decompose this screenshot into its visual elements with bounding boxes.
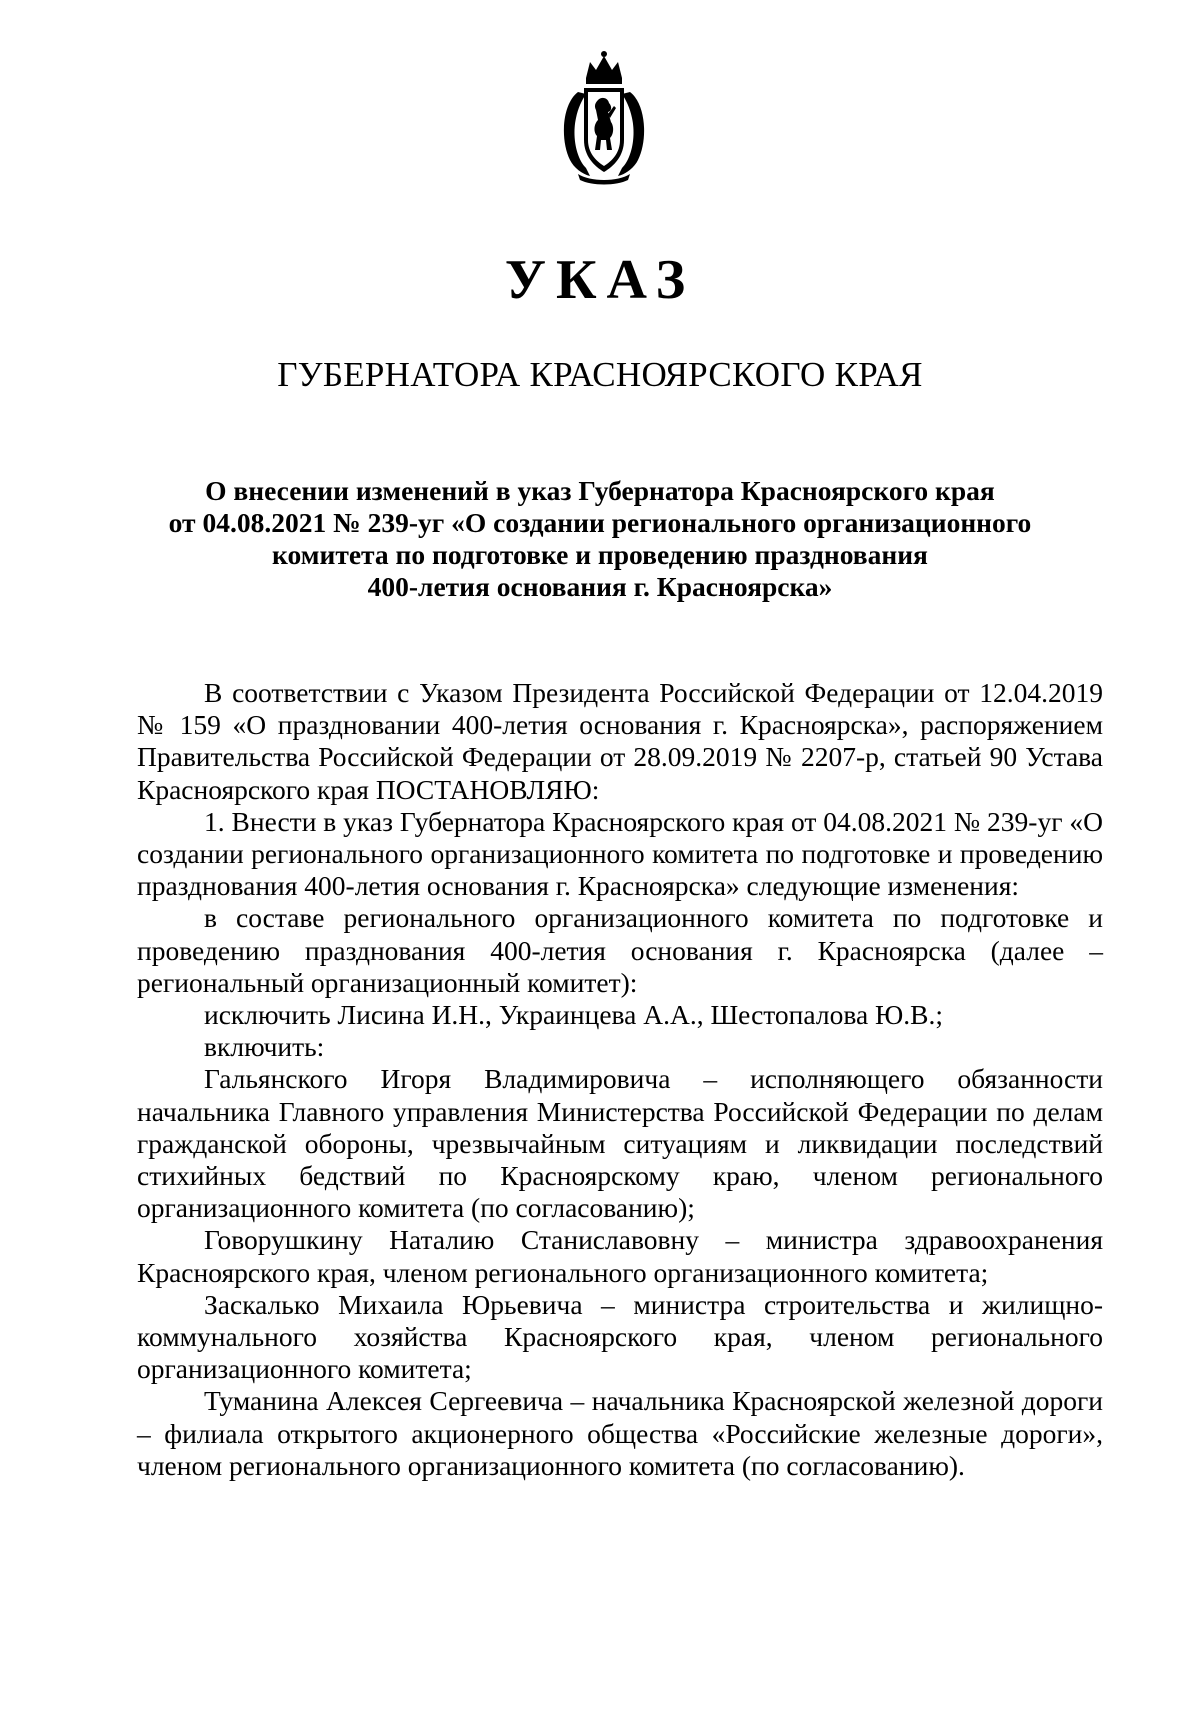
document-subject — [150, 475, 1050, 603]
subject-line: 400-летия основания г. Красноярска» — [367, 571, 833, 602]
body-paragraph: Гальянского Игоря Владимировича – исполняющего обязанности начальника Главного управления Министерства Российской Федерации по делам гражданской обороны, чрезвычайным ситуациям и ликвидации последствий стихийных бедствий по Красноярскому краю, членом регионального организационного комитета (по согласованию); — [137, 1063, 1103, 1224]
subject-line: комитета по подготовке и проведению празднования — [272, 539, 928, 570]
body-paragraph: Говорушкину Наталию Станиславовну – министра здравоохранения Красноярского края, членом регионального организационного комитета; — [137, 1224, 1103, 1288]
coat-of-arms-emblem — [556, 48, 652, 186]
subject-line: от 04.08.2021 № 239-уг «О создании регионального организационного — [168, 507, 1032, 538]
body-paragraph: включить: — [204, 1031, 325, 1063]
issuer-title: ГУБЕРНАТОРА КРАСНОЯРСКОГО КРАЯ — [277, 355, 923, 394]
document-body — [137, 677, 1103, 1482]
body-paragraph: В соответствии с Указом Президента Российской Федерации от 12.04.2019 № 159 «О праздновании 400-летия основания г. Красноярска», распоряжением Правительства Российской Федерации от 28.09.2019 № 2207-р, статьей 90 Устава Красноярского края ПОСТАНОВЛЯЮ: — [137, 677, 1103, 805]
body-paragraph: в составе регионального организационного комитета по подготовке и проведению празднования 400-летия основания г. Красноярска (далее – региональный организационный комитет): — [137, 902, 1103, 998]
body-paragraph: 1. Внести в указ Губернатора Красноярского края от 04.08.2021 № 239-уг «О создании регионального организационного комитета по подготовке и проведению празднования 400-летия основания г. Красноярска» следующие изменения: — [137, 805, 1103, 902]
subject-line: О внесении изменений в указ Губернатора Красноярского края — [205, 475, 995, 506]
body-paragraph: исключить Лисина И.Н., Украинцева А.А., Шестопалова Ю.В.; — [204, 999, 944, 1031]
body-paragraph: Заскалько Михаила Юрьевича – министра строительства и жилищно-коммунального хозяйства Красноярского края, членом регионального организационного комитета; — [137, 1288, 1103, 1385]
body-paragraph: Туманина Алексея Сергеевича – начальника Красноярской железной дороги – филиала открытого акционерного общества «Российские железные дороги», членом регионального организационного комитета (по согласованию). — [137, 1385, 1103, 1481]
document-type-title: УКАЗ — [504, 249, 696, 311]
